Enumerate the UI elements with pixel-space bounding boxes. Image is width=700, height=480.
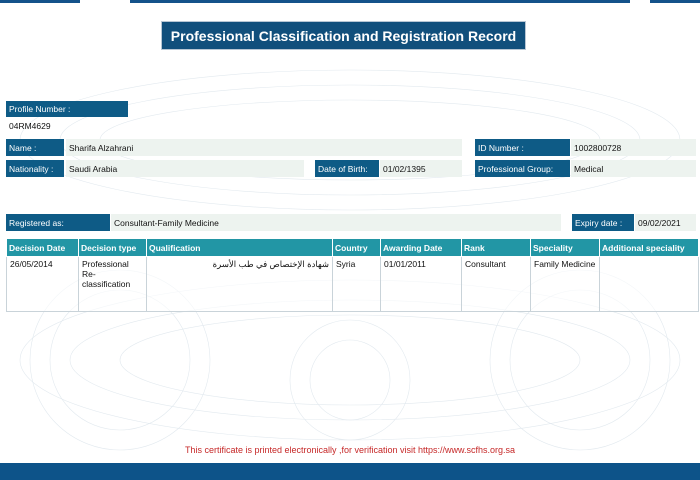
decisions-table [6,238,699,312]
speciality-cell: Family Medicine [531,257,600,312]
professional-group-label: Professional Group: [475,160,570,177]
bottom-bar [0,463,700,480]
decision-type-cell: Professional Re-classification [79,257,147,312]
table-row [7,257,699,312]
column-header: Additional speciality [600,239,699,257]
professional-group-value: Medical [571,160,696,177]
registered-as-value: Consultant-Family Medicine [111,214,561,231]
column-header: Speciality [531,239,600,257]
decision-date-cell: 26/05/2014 [7,257,79,312]
column-header: Rank [462,239,531,257]
table-header-row [7,239,699,257]
rank-cell: Consultant [462,257,531,312]
column-header: Decision Date [7,239,79,257]
country-cell: Syria [333,257,381,312]
awarding-date-cell: 01/01/2011 [381,257,462,312]
id-number-label: ID Number : [475,139,570,156]
expiry-date-value: 09/02/2021 [635,214,696,231]
nationality-value: Saudi Arabia [66,160,304,177]
dob-label: Date of Birth: [315,160,379,177]
id-number-value: 1002800728 [571,139,696,156]
top-strip-right [650,0,700,3]
name-label: Name : [6,139,64,156]
profile-number-label: Profile Number : [6,101,128,117]
registered-as-label: Registered as: [6,214,110,231]
dob-value: 01/02/1395 [380,160,462,177]
column-header: Decision type [79,239,147,257]
verification-note: This certificate is printed electronically ,for verification visit https://www.scfhs.org.sa [184,445,516,455]
column-header: Awarding Date [381,239,462,257]
column-header: Country [333,239,381,257]
top-strip-center [130,0,630,3]
qualification-cell: شهادة الإختصاص في طب الأسرة [147,257,333,312]
expiry-date-label: Expiry date : [572,214,634,231]
additional-speciality-cell [600,257,699,312]
top-strip-left [0,0,80,3]
profile-number-value: 04RM4629 [9,121,51,131]
name-value: Sharifa Alzahrani [66,139,462,156]
nationality-label: Nationality : [6,160,64,177]
page-title: Professional Classification and Registration Record [162,22,525,49]
column-header: Qualification [147,239,333,257]
